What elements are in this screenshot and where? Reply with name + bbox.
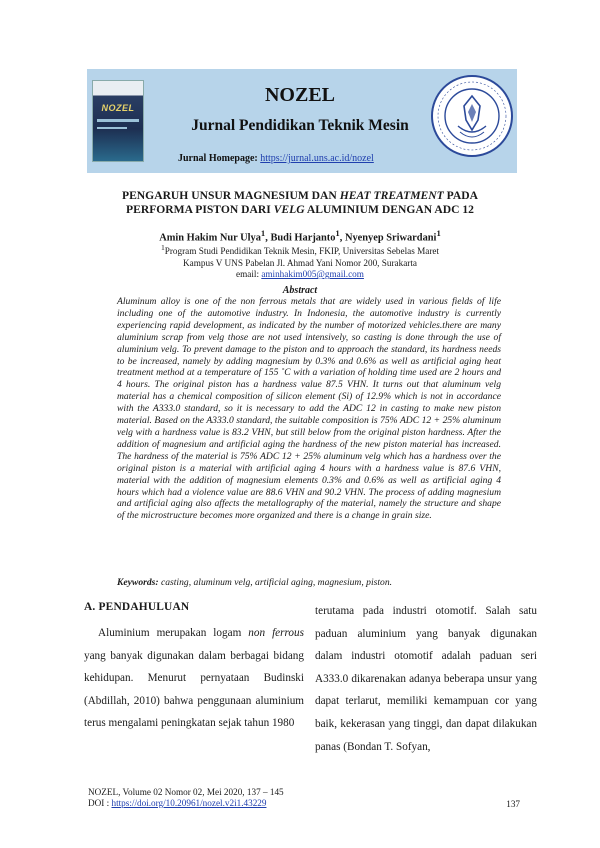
journal-homepage [178, 153, 438, 164]
keywords-label: Keywords: [117, 577, 159, 588]
journal-cover-thumbnail [92, 80, 144, 162]
author-name: Nyenyep Sriwardani [344, 232, 437, 244]
abstract-text: Aluminum alloy is one of the non ferrous metals that are widely used in various fields of life including one of the automotive industry. In Indonesia, the automotive industry is currently experiencing rapid development, as indicated by the number of motorized vehicles.there are many aluminium scrap from velg those are not used intensively, so casting is done through the use of aluminium velg. To prevent damage to the piston and to approach the standard, its hardness needs to be increased, namely by adding magnesium by 0.3% and 0.6% as well as artificial aging heat treatment method at a temperature of 155 ˚C with a variation of holding time used are 2 hours and 4 hours. The original piston has a hardness value 87.5 VHN. It turns out that aluminum velg material has a chemical composition of silicon element (Si) of 12.9% which is not in accordance with the A333.0 standard, so it is necessary to add the ADC 12 in casting to make new piston material. Based on the A333.0 standard, the suitable composition is 75% ADC 12 + 25% aluminum velg with a hardness value is 83.2 VHN, but still below from the original piston hardness. After the addition of magnesium and artificial aging the hardness of the new piston material has increased. The hardness of the material is 75% ADC 12 + 25% aluminum velg which has a hardness over the original piston is a material with artificial aging 4 hours with a hardness value is 87.6 VHN, material with the addition of magnesium elements 0.3% and 0.6% as well as artificial aging 4 hours which had a violence value are 88.6 VHN and 90.2 VHN. The process of adding magnesium and artificial aging also affects the metallography of the material, namely the structure and shape of the microstructure becomes more organized and there is a change in grain size. [117, 296, 501, 522]
body-text: Aluminium merupakan logam [98, 627, 249, 639]
author-superscript: 1 [335, 228, 340, 238]
keywords-list: casting, aluminum velg, artificial aging, magnesium, piston. [158, 577, 393, 588]
affiliation-line [110, 242, 490, 258]
journal-subtitle: Jurnal Pendidikan Teknik Mesin [191, 117, 409, 134]
title-line-2 [110, 203, 490, 217]
affiliation-superscript: 1 [160, 243, 165, 252]
author-name: Amin Hakim Nur Ulya [159, 232, 261, 244]
title-text-italic: HEAT TREATMENT [339, 189, 444, 202]
affiliation-email [110, 269, 490, 281]
author-name: Budi Harjanto [270, 232, 336, 244]
title-text: PERFORMA PISTON DARI [126, 203, 274, 216]
title-line-1 [110, 189, 490, 203]
article-title [110, 189, 490, 217]
cover-title: NOZEL [101, 103, 135, 113]
author-list: Amin Hakim Nur Ulya$^1$, Budi Harjanto$^1$, Nyenyep Sriwardani$^1$ [159, 228, 441, 244]
homepage-link[interactable]: https://jurnal.uns.ac.id/nozel [260, 153, 374, 164]
body-column-right: terutama pada industri otomotif. Salah satu paduan aluminium yang banyak digunakan dalam industri otomotif adalah paduan seri A333.0 dikarenakan adanya beberapa unsur yang dapat terlarut, memiliki kemampuan cor yang baik, kekerasan yang tinggi, dan dapat dilakukan panas (Bondan T. Sofyan, [315, 605, 537, 753]
title-text-italic: VELG [273, 203, 305, 216]
affiliation-text: Program Studi Pendidikan Teknik Mesin, FKIP, Universitas Sebelas Maret [164, 246, 440, 257]
footer-citation: NOZEL, Volume 02 Nomor 02, Mei 2020, 137 – 145 [88, 787, 284, 797]
email-label: email: [236, 269, 262, 280]
title-text: ALUMINIUM DENGAN ADC 12 [304, 203, 474, 216]
doi-link[interactable]: https://doi.org/10.20961/nozel.v2i1.43229 [111, 798, 267, 808]
title-text: PADA [443, 189, 478, 202]
email-link[interactable]: aminhakim005@gmail.com [261, 269, 364, 280]
body-paragraph [84, 622, 304, 735]
body-text: yang banyak digunakan dalam berbagai bidang kehidupan. Menurut pernyataan Budinski (Abdillah, 2010) bahwa penggunaan aluminium terus mengalami peningkatan sejak tahun 1980 [84, 649, 304, 730]
cover-decoration [97, 119, 139, 122]
homepage-label: Jurnal Homepage: [178, 153, 258, 164]
body-text-italic: non ferrous [248, 627, 304, 639]
section-heading: A. PENDAHULUAN [84, 601, 190, 613]
cover-decoration [97, 127, 127, 129]
title-text: PENGARUH UNSUR MAGNESIUM DAN [121, 189, 340, 202]
doi-label: DOI : [88, 798, 112, 808]
university-seal-icon [430, 74, 514, 158]
affiliation-address: Kampus V UNS Pabelan Jl. Ahmad Yani Nomor 200, Surakarta [183, 257, 417, 268]
author-affiliation [110, 242, 490, 281]
body-column-left [84, 622, 304, 735]
page-number: 137 [506, 799, 520, 809]
journal-name: NOZEL [264, 84, 336, 106]
page-footer [88, 787, 518, 809]
keywords [117, 577, 501, 588]
footer-doi [88, 798, 518, 809]
abstract-heading: Abstract [282, 285, 318, 296]
author-superscript: 1 [436, 228, 441, 238]
author-superscript: 1 [260, 228, 266, 238]
